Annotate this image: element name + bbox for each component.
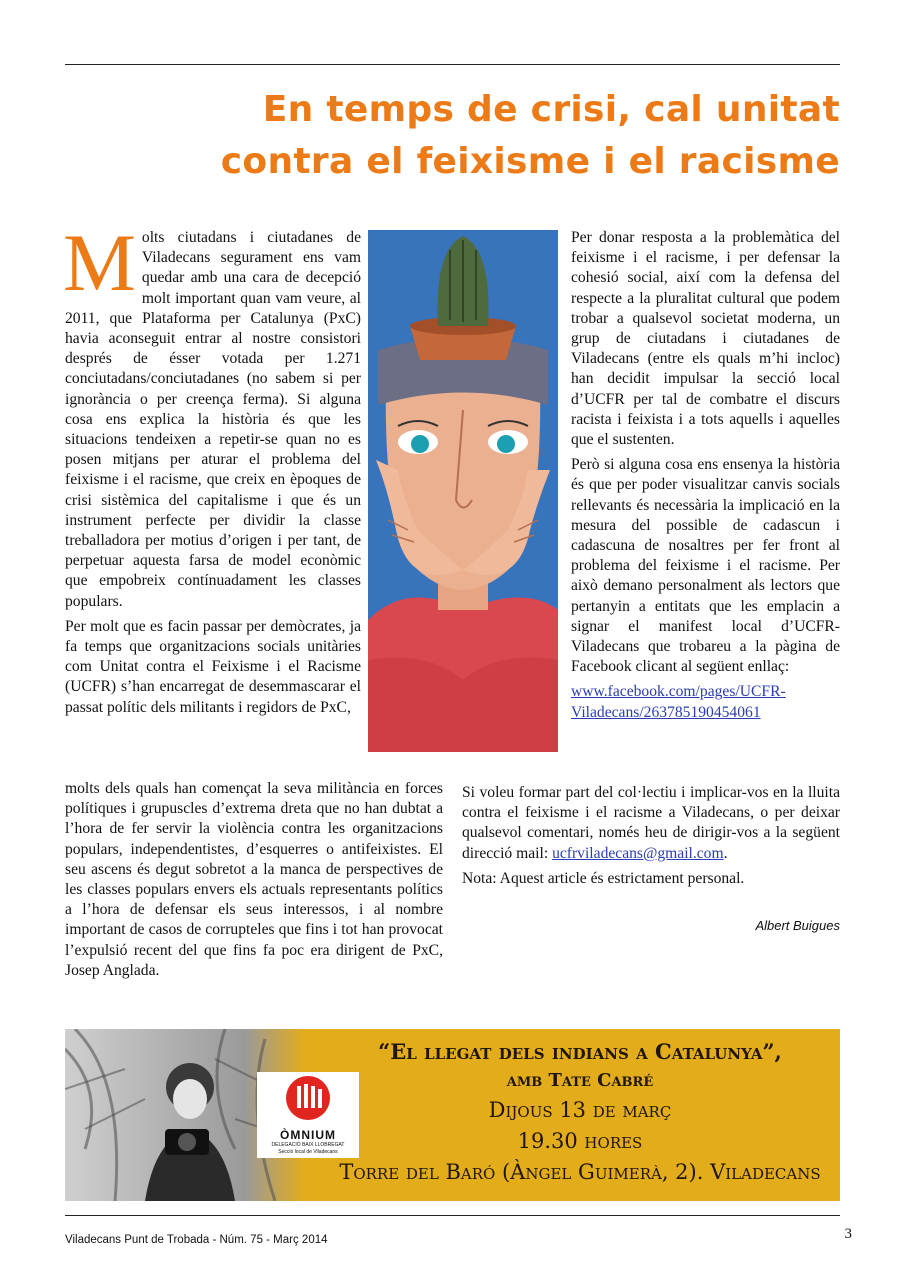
facebook-link[interactable]: www.facebook.com/pages/UCFR-Viladecans/263785190454061: [571, 683, 786, 721]
event-place: Torre del Baró (Àngel Guimerà, 2). Viladecans: [339, 1160, 821, 1184]
banner-text: [320, 1037, 840, 1188]
paragraph-2: Per molt que es facin passar per demòcrates, ja fa temps que organitzacions socials unitàries com Unitat contra el Feixisme i el Racisme (UCFR) s’han encarregat de desemmascarar el passat polític dels militants i regidors de PxC,: [65, 617, 361, 716]
paragraph-3: Per donar resposta a la problemàtica del feixisme i el racisme, i per defensar la cohesió social, així com la defensa del respecte a la pluralitat cultural que podem trobar a qualsevol societat moderna, un grup de ciutadans i ciutadanes de Viladecans (entre els quals m’hi incloc) han decidit impulsar la secció local d’UCFR per tal de combatre el discurs racista i feixista i a tots aquells i aquelles que el sustenten.: [571, 229, 840, 449]
email-link[interactable]: ucfrviladecans@gmail.com: [552, 844, 724, 862]
page-number: 3: [844, 1226, 852, 1242]
article-headline: [140, 84, 840, 188]
illustration-man-with-cactus: [368, 230, 558, 752]
footer-publication: Viladecans Punt de Trobada - Núm. 75 - Març 2014: [65, 1234, 328, 1246]
paragraph-note: Nota: Aquest article és estrictament personal.: [462, 869, 745, 887]
paragraph-5: Si voleu formar part del col·lectiu i implicar-vos en la lluita contra el feixisme i el racisme a Viladecans, o per deixar qualsevol comentari, només heu de dirigir-vos a la següent direcció mail: ucfrviladecans@gmail.com.: [462, 784, 840, 862]
event-title: “El llegat dels indians a Catalunya”,: [378, 1039, 782, 1064]
event-banner: [65, 1029, 840, 1201]
bottom-rule: [65, 1215, 840, 1216]
headline-line-1: En temps de crisi, cal unitat: [262, 89, 840, 130]
omnium-logo-sub1: DELEGACIÓ BAIX LLOBREGAT: [271, 1142, 345, 1148]
paragraph-2-continued: molts dels quals han començat la seva militància en forces polítiques i grupuscles d’extrema dreta que no han dubtat a l’hora de fer servir la violència contra les organitzacions populars, independentistes, d’esquerres o antifeixistes. El seu ascens és degut sobretot a la manca de perspectives de les classes populars envers els actuals representants polítics a l’hora de defensar els seus interessos, i al nombre important de casos de corrupteles que fins i tot han provocat l’expulsió recent del que fins fa poc era dirigent de PxC, Josep Anglada.: [65, 780, 443, 979]
paragraph-1: Molts ciutadans i ciutadanes de Viladecans segurament ens vam quedar amb una cara de decepció molt important quan vam veure, al 2011, que Plataforma per Catalunya (PxC) havia aconseguit entrar al nostre consistori després de ésser votada per 1.271 conciutadans/conciutadanes (no sabem si per ignorància o per creença ferma). Si alguna cosa ens explica la història és que les situacions tendeixen a repetir-se quan no es posen mitjans per aturar el problema del feixisme i el racisme, que creix en èpoques de crisi sistèmica del capitalisme i que és un instrument perfecte per dividir la classe treballadora per motius d’origen i per tant, de perpetuar aquesta farsa de model econòmic que empobreix contínuadament les classes populars.: [63, 217, 361, 610]
event-speaker: amb Tate Cabré: [506, 1070, 654, 1091]
drop-cap: M: [63, 217, 136, 308]
article-column-right: [571, 228, 840, 723]
omnium-logo-name: ÒMNIUM: [280, 1128, 336, 1142]
article-column-left-continued: [65, 779, 443, 981]
article-column-left: [63, 217, 361, 718]
event-date: Dijous 13 de març: [488, 1098, 672, 1122]
event-time: 19.30 hores: [517, 1129, 643, 1153]
author-signature: Albert Buigues: [755, 918, 840, 933]
omnium-logo-sub2: Secció local de Viladecans: [278, 1149, 338, 1155]
article-column-right-continued: [462, 783, 840, 889]
headline-line-2: contra el feixisme i el racisme: [220, 141, 840, 182]
top-rule: [65, 64, 840, 65]
paragraph-4: Però si alguna cosa ens ensenya la història és que per poder visualitzar canvis socials rellevants és necessària la implicació en la mesura del possible de cadascun i cadascuna de nosaltres per fer front al problema del feixisme i el racisme. Per això demano personalment als lectors que pertanyin a entitats que les emplacin a signar el manifest local d’UCFR-Viladecans que trobareu a la pàgina de Facebook clicant al següent enllaç:: [571, 456, 840, 676]
